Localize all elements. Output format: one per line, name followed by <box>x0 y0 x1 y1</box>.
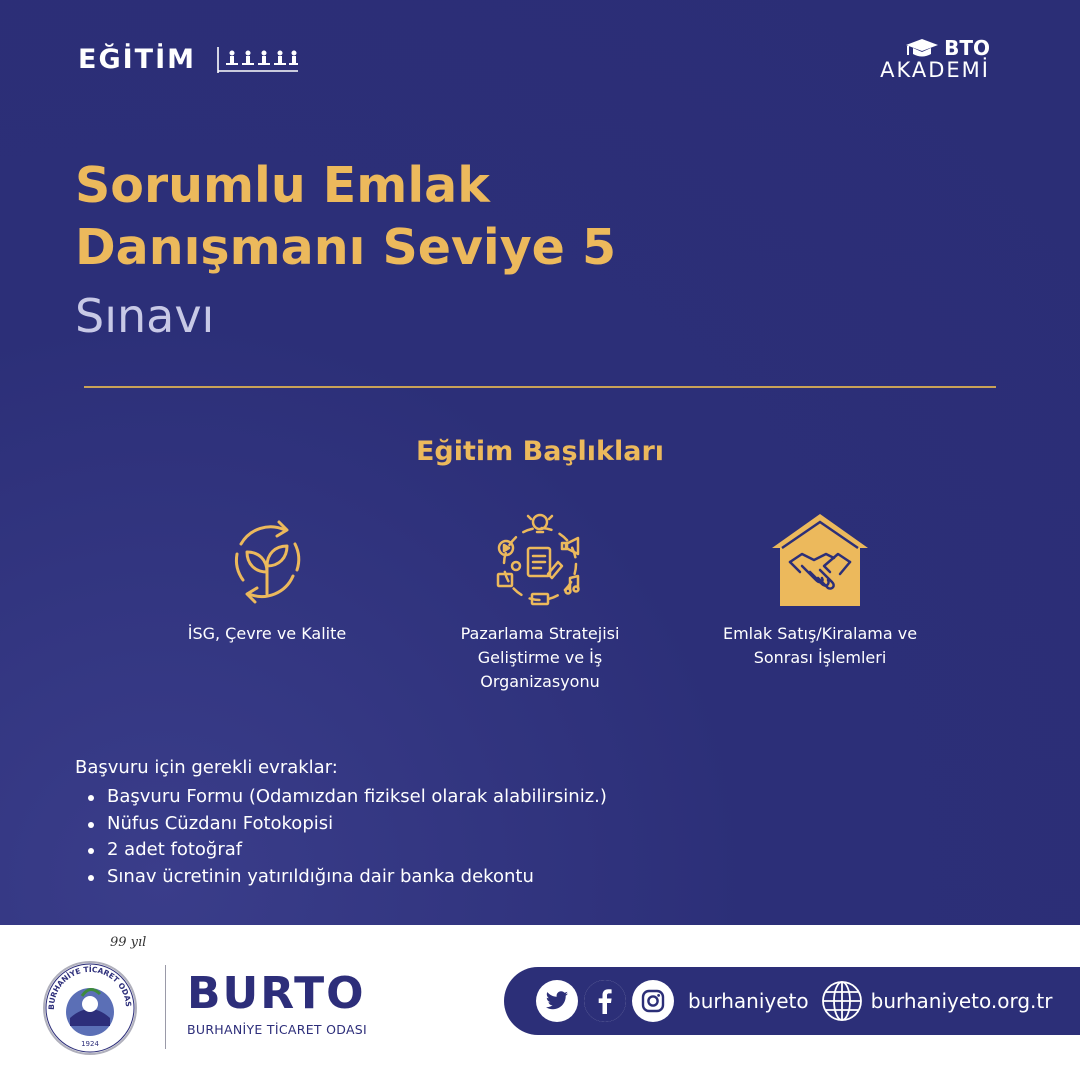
list-item: Nüfus Cüzdanı Fotokopisi <box>75 811 607 838</box>
seal-year: 1924 <box>81 1040 99 1048</box>
footer <box>0 925 1080 1080</box>
topic-label-emlak: Emlak Satış/Kiralama ve Sonrası İşlemleri <box>722 624 918 667</box>
list-item: Başvuru Formu (Odamızdan fiziksel olarak alabilirsiniz.) <box>75 784 607 811</box>
brand-name: BTO <box>944 36 990 60</box>
header-left <box>78 44 300 75</box>
title-subtitle: Sınavı <box>75 289 215 343</box>
marketing-icon <box>488 510 592 610</box>
title-line-1: Sorumlu Emlak <box>75 157 490 214</box>
topic-isg <box>147 505 387 646</box>
required-documents <box>75 756 607 890</box>
org-full-name: BURHANİYE TİCARET ODASI <box>187 1022 368 1037</box>
eco-cycle-icon <box>225 514 309 610</box>
list-item: 2 adet fotoğraf <box>75 837 607 864</box>
facebook-icon[interactable] <box>584 980 626 1022</box>
title-line-2: Danışmanı Seviye 5 <box>75 219 617 276</box>
seal-text: BURHANİYE TİCARET ODAS <box>46 964 134 1010</box>
house-handshake-icon <box>768 510 872 610</box>
classroom-icon <box>216 45 300 75</box>
divider <box>84 386 996 388</box>
title-block <box>75 155 975 345</box>
topic-label-isg: İSG, Çevre ve Kalite <box>187 624 347 643</box>
graduation-cap-icon <box>904 37 940 59</box>
brand-sub: AKADEMİ <box>880 58 990 82</box>
org-short-name: BURTO <box>187 968 366 1019</box>
social-bar <box>504 967 1080 1035</box>
year-note: 99 yıl <box>110 935 147 950</box>
twitter-icon[interactable] <box>536 980 578 1022</box>
topic-emlak <box>700 505 940 670</box>
chamber-seal-logo <box>42 960 138 1056</box>
globe-icon <box>821 980 863 1022</box>
bto-akademi-logo <box>878 36 990 82</box>
section-heading: Eğitim Başlıkları <box>415 436 665 467</box>
topic-label-pazarlama: Pazarlama Stratejisi Geliştirme ve İş Organizasyonu <box>460 624 620 691</box>
footer-divider <box>165 965 166 1049</box>
instagram-icon[interactable] <box>632 980 674 1022</box>
list-item: Sınav ücretinin yatırıldığına dair banka dekontu <box>75 864 607 891</box>
documents-list <box>75 784 607 890</box>
social-handle[interactable]: burhaniyeto <box>688 989 809 1013</box>
category-label: EĞİTİM <box>78 44 196 75</box>
website-link[interactable]: burhaniyeto.org.tr <box>870 989 1053 1013</box>
topic-pazarlama <box>420 505 660 694</box>
documents-heading: Başvuru için gerekli evraklar: <box>75 757 338 778</box>
